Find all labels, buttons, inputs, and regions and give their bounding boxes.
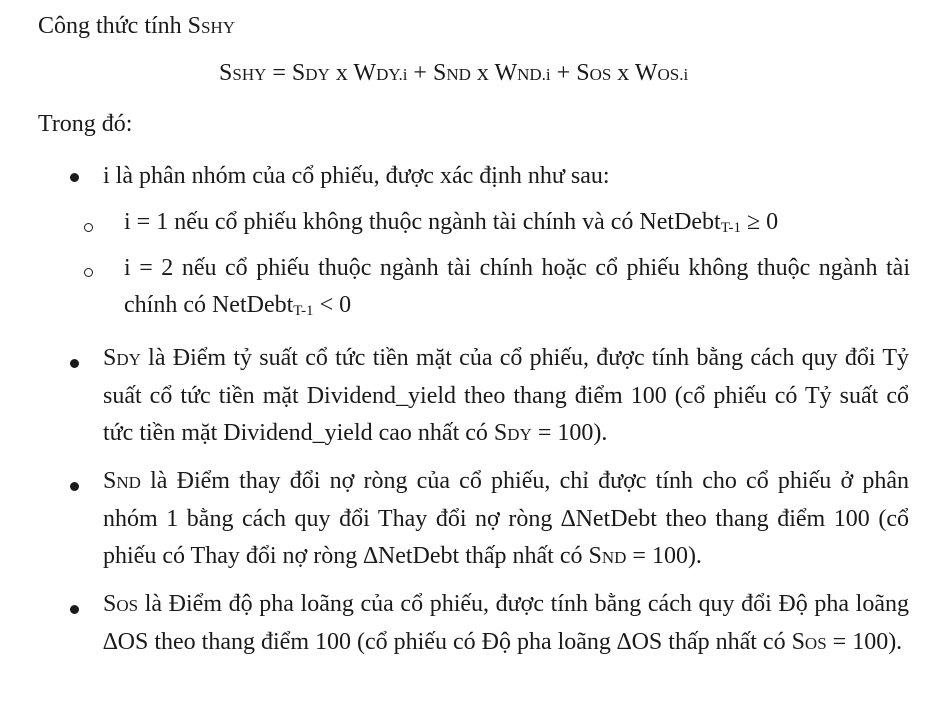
group-1-subscript: T-1 [720, 220, 741, 236]
formula-term2-times: x [470, 60, 495, 86]
group-2-text: i = 2 nếu cổ phiếu thuộc ngành tài chính hoặc cổ phiếu không thuộc ngành tài chính có NetDebt [124, 255, 910, 318]
nd-end-text: = 100). [626, 543, 702, 569]
group-definition-item [103, 158, 923, 195]
formula-term2-subscript: ND [446, 65, 471, 84]
group-2-condition [124, 250, 910, 327]
formula-term1-weight: W [353, 60, 377, 86]
formula-term2-weight: W [494, 60, 518, 86]
group-definition-text: i là phân nhóm của cổ phiếu, được xác định như sau: [103, 163, 610, 189]
heading-text: Công thức tính S [38, 13, 202, 39]
dilution-score-item [103, 586, 909, 662]
group-2-comparison: < 0 [313, 292, 352, 318]
nd-subscript: ND [116, 473, 141, 492]
where-label: Trong đó: [38, 111, 133, 137]
score-formula [219, 57, 688, 91]
group-1-condition [124, 204, 914, 244]
formula-term3-times: x [611, 60, 635, 86]
circle-bullet-icon [84, 223, 93, 232]
os-symbol: S [103, 591, 117, 617]
formula-term1-subscript: DY [305, 65, 330, 84]
os-subscript: OS [116, 596, 139, 615]
formula-equals: = [266, 60, 292, 86]
formula-term2-weight-subscript: ND.i [517, 65, 551, 84]
formula-plus-2: + [550, 60, 577, 86]
formula-lhs-symbol: S [219, 60, 233, 86]
bullet-icon [70, 482, 79, 491]
bullet-icon [70, 173, 79, 182]
dy-end-text: = 100). [531, 420, 608, 446]
formula-lhs-subscript: SHY [232, 65, 267, 84]
formula-term1-symbol: S [291, 60, 306, 86]
formula-term2-symbol: S [432, 60, 447, 86]
bullet-icon [70, 605, 79, 614]
bullet-icon [70, 359, 79, 368]
dy-description: là Điểm tỷ suất cổ tức tiền mặt của cổ phiếu, được tính bằng cách quy đổi Tỷ suất cổ tức tiền mặt Dividend_yield theo thang điểm 100 (cổ phiếu có Tỷ suất cổ tức tiền mặt Dividend_yield cao nhất có S [103, 345, 909, 446]
dy-end-subscript: DY [507, 425, 532, 444]
heading-subscript: SHY [201, 18, 236, 37]
group-1-comparison: ≥ 0 [741, 209, 779, 235]
net-debt-score-item [103, 463, 909, 576]
os-end-subscript: OS [804, 634, 827, 653]
formula-term3-weight: W [634, 60, 658, 86]
group-2-subscript: T-1 [293, 303, 314, 319]
nd-symbol: S [103, 468, 117, 494]
formula-term3-subscript: OS [589, 65, 612, 84]
formula-term3-symbol: S [576, 60, 590, 86]
os-end-text: = 100). [826, 629, 903, 655]
nd-description: là Điểm thay đổi nợ ròng của cổ phiếu, chỉ được tính cho cổ phiếu ở phân nhóm 1 bằng cách quy đổi Thay đổi nợ ròng ∆NetDebt theo thang điểm 100 (cổ phiếu có Thay đổi nợ ròng ∆NetDebt thấp nhất có S [103, 468, 909, 569]
formula-term3-weight-subscript: OS.i [657, 65, 689, 84]
group-1-text: i = 1 nếu cổ phiếu không thuộc ngành tài chính và có NetDebt [124, 209, 721, 235]
formula-heading [38, 10, 235, 44]
formula-plus-1: + [407, 60, 433, 86]
formula-term1-weight-subscript: DY.i [376, 65, 408, 84]
nd-end-subscript: ND [601, 548, 627, 567]
dy-symbol: S [103, 345, 117, 371]
dy-subscript: DY [116, 350, 141, 369]
formula-term1-times: x [329, 60, 354, 86]
dividend-yield-score-item [103, 340, 909, 453]
os-description: là Điểm độ pha loãng của cổ phiếu, được tính bằng cách quy đổi Độ pha loãng ∆OS theo thang điểm 100 (cổ phiếu có Độ pha loãng ∆OS thấp nhất có S [103, 591, 909, 655]
circle-bullet-icon [84, 268, 93, 277]
